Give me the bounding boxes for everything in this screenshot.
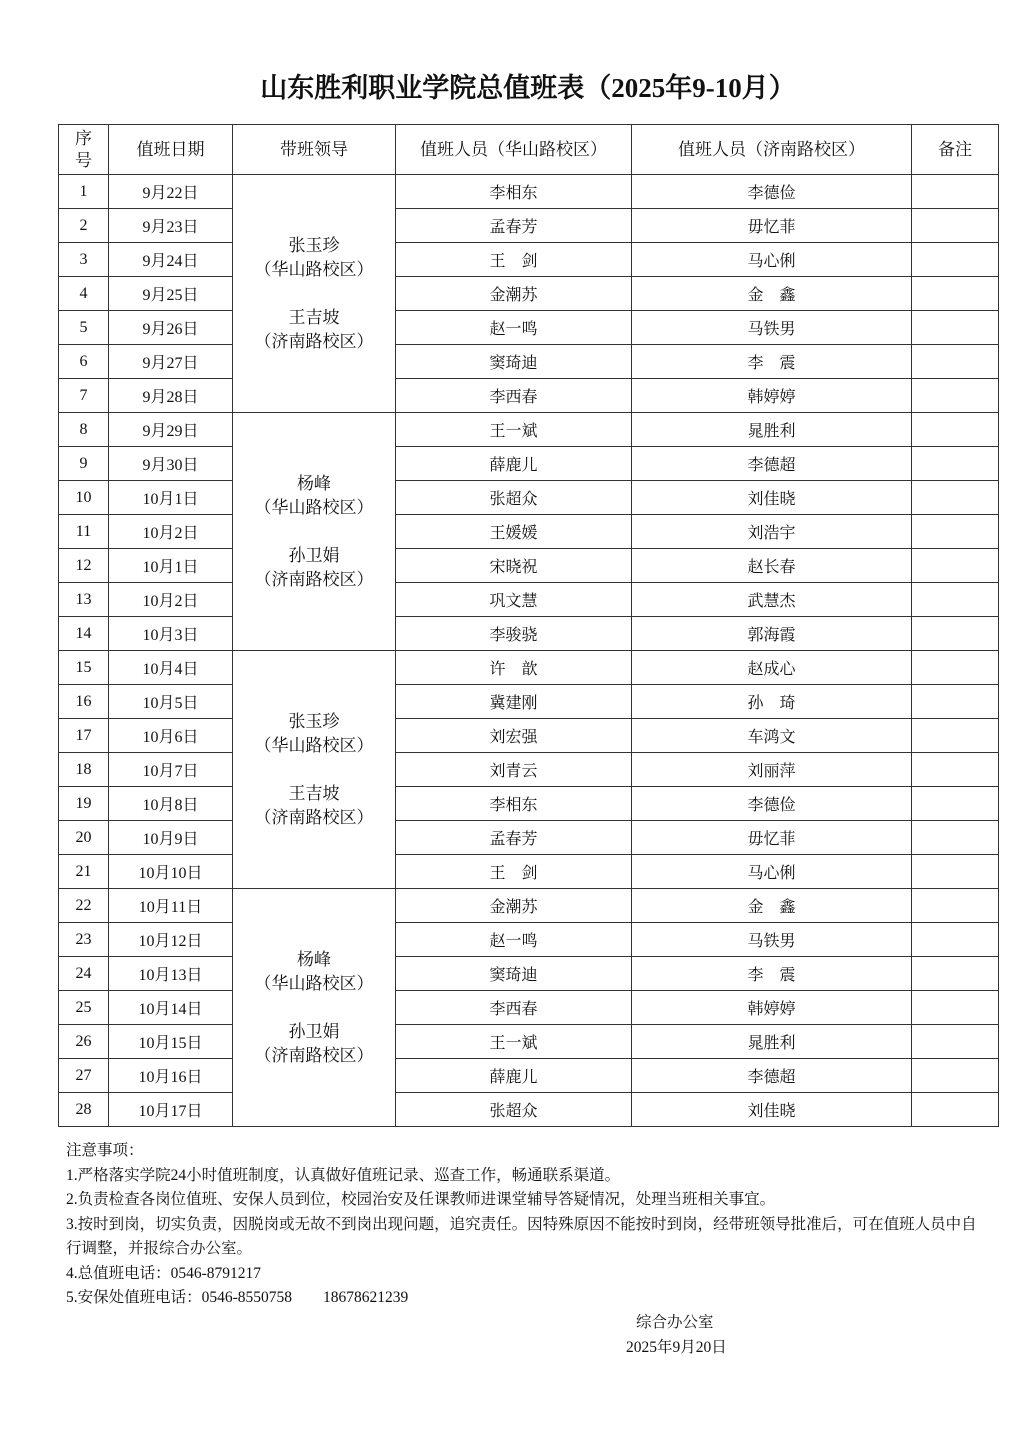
- cell-leader: [233, 651, 396, 889]
- table-row: [59, 821, 999, 855]
- cell-date: 10月8日: [109, 787, 233, 821]
- cell-date: 10月1日: [109, 549, 233, 583]
- cell-no: 10: [59, 481, 109, 515]
- spacer: [233, 520, 395, 544]
- table-row: [59, 855, 999, 889]
- leader-name: 孙卫娟: [288, 1021, 340, 1041]
- leader-campus: （华山路校区）: [254, 497, 374, 517]
- cell-date: 9月30日: [109, 447, 233, 481]
- cell-note: [912, 787, 999, 821]
- cell-jinan-staff: 李 震: [632, 957, 912, 991]
- leader-campus: （华山路校区）: [254, 259, 374, 279]
- cell-date: 10月2日: [109, 583, 233, 617]
- cell-date: 10月4日: [109, 651, 233, 685]
- cell-no: 27: [59, 1059, 109, 1093]
- table-row: [59, 345, 999, 379]
- table-row: [59, 1059, 999, 1093]
- table-row: [59, 889, 999, 923]
- cell-jinan-staff: 郭海霞: [632, 617, 912, 651]
- cell-note: [912, 481, 999, 515]
- cell-jinan-staff: 李德超: [632, 1059, 912, 1093]
- cell-note: [912, 345, 999, 379]
- cell-date: 10月5日: [109, 685, 233, 719]
- cell-huashan-staff: 刘宏强: [396, 719, 632, 753]
- cell-jinan-staff: 赵长春: [632, 549, 912, 583]
- cell-huashan-staff: 张超众: [396, 1093, 632, 1127]
- cell-no: 1: [59, 175, 109, 209]
- cell-jinan-staff: 李 震: [632, 345, 912, 379]
- cell-huashan-staff: 薛鹿儿: [396, 447, 632, 481]
- leader-name: 杨峰: [297, 949, 331, 969]
- cell-date: 9月22日: [109, 175, 233, 209]
- cell-jinan-staff: 马心俐: [632, 855, 912, 889]
- cell-jinan-staff: 刘浩宇: [632, 515, 912, 549]
- cell-jinan-staff: 金 鑫: [632, 889, 912, 923]
- cell-no: 24: [59, 957, 109, 991]
- table-row: [59, 413, 999, 447]
- cell-date: 10月13日: [109, 957, 233, 991]
- cell-huashan-staff: 冀建刚: [396, 685, 632, 719]
- cell-jinan-staff: 韩婷婷: [632, 991, 912, 1025]
- cell-jinan-staff: 孙 琦: [632, 685, 912, 719]
- header-no-label: 序 号: [75, 128, 92, 170]
- cell-huashan-staff: 金潮苏: [396, 889, 632, 923]
- cell-date: 10月7日: [109, 753, 233, 787]
- cell-date: 10月1日: [109, 481, 233, 515]
- cell-note: [912, 515, 999, 549]
- cell-date: 10月9日: [109, 821, 233, 855]
- cell-huashan-staff: 李西春: [396, 379, 632, 413]
- cell-huashan-staff: 窦琦迪: [396, 957, 632, 991]
- cell-date: 10月11日: [109, 889, 233, 923]
- header-huashan-staff: 值班人员（华山路校区）: [396, 125, 632, 175]
- header-note: 备注: [912, 125, 999, 175]
- cell-note: [912, 277, 999, 311]
- cell-note: [912, 243, 999, 277]
- table-row: [59, 787, 999, 821]
- cell-huashan-staff: 李相东: [396, 787, 632, 821]
- cell-huashan-staff: 薛鹿儿: [396, 1059, 632, 1093]
- leader-name: 张玉珍: [288, 711, 340, 731]
- cell-date: 10月12日: [109, 923, 233, 957]
- cell-date: 10月10日: [109, 855, 233, 889]
- cell-no: 22: [59, 889, 109, 923]
- spacer: [233, 282, 395, 306]
- cell-no: 15: [59, 651, 109, 685]
- cell-jinan-staff: 刘佳晓: [632, 481, 912, 515]
- table-row: [59, 277, 999, 311]
- cell-note: [912, 583, 999, 617]
- table-row: [59, 549, 999, 583]
- cell-no: 8: [59, 413, 109, 447]
- signature: [626, 1310, 727, 1360]
- cell-date: 9月26日: [109, 311, 233, 345]
- table-row: [59, 685, 999, 719]
- cell-date: 10月2日: [109, 515, 233, 549]
- cell-leader: [233, 175, 396, 413]
- cell-note: [912, 957, 999, 991]
- cell-date: 10月16日: [109, 1059, 233, 1093]
- leader-campus: （济南路校区）: [254, 569, 374, 589]
- cell-note: [912, 209, 999, 243]
- leader-name: 王吉坡: [288, 783, 340, 803]
- cell-no: 25: [59, 991, 109, 1025]
- leader-name: 王吉坡: [288, 307, 340, 327]
- cell-huashan-staff: 王 剑: [396, 855, 632, 889]
- table-row: [59, 617, 999, 651]
- cell-no: 20: [59, 821, 109, 855]
- cell-no: 9: [59, 447, 109, 481]
- cell-note: [912, 855, 999, 889]
- cell-huashan-staff: 李西春: [396, 991, 632, 1025]
- table-row: [59, 379, 999, 413]
- cell-no: 14: [59, 617, 109, 651]
- cell-no: 5: [59, 311, 109, 345]
- table-row: [59, 243, 999, 277]
- note-item: 4.总值班电话：0546-8791217: [66, 1264, 262, 1282]
- cell-date: 10月6日: [109, 719, 233, 753]
- cell-jinan-staff: 晁胜利: [632, 413, 912, 447]
- cell-huashan-staff: 孟春芳: [396, 821, 632, 855]
- cell-note: [912, 651, 999, 685]
- page-title: 山东胜利职业学院总值班表（2025年9-10月）: [260, 73, 796, 103]
- cell-no: 28: [59, 1093, 109, 1127]
- note-item: 5.安保处值班电话：0546-8550758 18678621239: [66, 1289, 409, 1306]
- notes-heading: 注意事项：: [66, 1142, 144, 1159]
- cell-jinan-staff: 李德超: [632, 447, 912, 481]
- table-header-row: [59, 125, 999, 175]
- cell-jinan-staff: 车鸿文: [632, 719, 912, 753]
- cell-note: [912, 175, 999, 209]
- cell-note: [912, 311, 999, 345]
- table-row: [59, 311, 999, 345]
- cell-huashan-staff: 李骏骁: [396, 617, 632, 651]
- table-row: [59, 1025, 999, 1059]
- cell-huashan-staff: 赵一鸣: [396, 311, 632, 345]
- table-row: [59, 515, 999, 549]
- cell-date: 9月24日: [109, 243, 233, 277]
- header-date: 值班日期: [109, 125, 233, 175]
- note-item: 3.按时到岗，切实负责，因脱岗或无故不到岗出现问题，追究责任。因特殊原因不能按时到岗，经带班领导批准后，可在值班人员中自行调整，并报综合办公室。: [66, 1215, 977, 1257]
- cell-no: 11: [59, 515, 109, 549]
- cell-leader: [233, 889, 396, 1127]
- cell-date: 9月27日: [109, 345, 233, 379]
- leader-campus: （济南路校区）: [254, 1045, 374, 1065]
- cell-no: 18: [59, 753, 109, 787]
- cell-huashan-staff: 窦琦迪: [396, 345, 632, 379]
- cell-date: 9月25日: [109, 277, 233, 311]
- cell-jinan-staff: 马心俐: [632, 243, 912, 277]
- cell-huashan-staff: 张超众: [396, 481, 632, 515]
- cell-jinan-staff: 晁胜利: [632, 1025, 912, 1059]
- table-row: [59, 651, 999, 685]
- cell-no: 19: [59, 787, 109, 821]
- cell-note: [912, 1059, 999, 1093]
- cell-jinan-staff: 李德俭: [632, 787, 912, 821]
- leader-campus: （华山路校区）: [254, 735, 374, 755]
- cell-date: 9月28日: [109, 379, 233, 413]
- leader-name: 孙卫娟: [288, 545, 340, 565]
- cell-date: 9月29日: [109, 413, 233, 447]
- cell-huashan-staff: 孟春芳: [396, 209, 632, 243]
- cell-no: 7: [59, 379, 109, 413]
- table-row: [59, 583, 999, 617]
- cell-jinan-staff: 毋忆菲: [632, 821, 912, 855]
- cell-date: 10月17日: [109, 1093, 233, 1127]
- cell-note: [912, 617, 999, 651]
- cell-note: [912, 447, 999, 481]
- cell-no: 26: [59, 1025, 109, 1059]
- table-row: [59, 923, 999, 957]
- cell-huashan-staff: 金潮苏: [396, 277, 632, 311]
- cell-date: 10月14日: [109, 991, 233, 1025]
- signature-date: 2025年9月20日: [626, 1339, 727, 1356]
- notes-section: [66, 1139, 986, 1311]
- table-row: [59, 1093, 999, 1127]
- cell-date: 10月3日: [109, 617, 233, 651]
- leader-campus: （华山路校区）: [254, 973, 374, 993]
- cell-note: [912, 719, 999, 753]
- header-no: [59, 125, 109, 175]
- cell-no: 13: [59, 583, 109, 617]
- table-row: [59, 991, 999, 1025]
- cell-no: 4: [59, 277, 109, 311]
- table-row: [59, 175, 999, 209]
- cell-huashan-staff: 王 剑: [396, 243, 632, 277]
- cell-no: 6: [59, 345, 109, 379]
- note-item: 1.严格落实学院24小时值班制度，认真做好值班记录、巡查工作，畅通联系渠道。: [66, 1166, 621, 1184]
- table-row: [59, 719, 999, 753]
- cell-date: 10月15日: [109, 1025, 233, 1059]
- table-row: [59, 753, 999, 787]
- cell-huashan-staff: 宋晓祝: [396, 549, 632, 583]
- spacer: [233, 996, 395, 1020]
- duty-schedule-table: [58, 124, 999, 1127]
- cell-huashan-staff: 王媛媛: [396, 515, 632, 549]
- cell-no: 21: [59, 855, 109, 889]
- leader-campus: （济南路校区）: [254, 331, 374, 351]
- cell-jinan-staff: 金 鑫: [632, 277, 912, 311]
- cell-jinan-staff: 赵成心: [632, 651, 912, 685]
- cell-no: 23: [59, 923, 109, 957]
- cell-note: [912, 549, 999, 583]
- leader-campus: （济南路校区）: [254, 807, 374, 827]
- cell-note: [912, 413, 999, 447]
- cell-no: 2: [59, 209, 109, 243]
- cell-huashan-staff: 赵一鸣: [396, 923, 632, 957]
- cell-note: [912, 923, 999, 957]
- cell-jinan-staff: 马铁男: [632, 311, 912, 345]
- cell-jinan-staff: 李德俭: [632, 175, 912, 209]
- cell-note: [912, 889, 999, 923]
- cell-huashan-staff: 刘青云: [396, 753, 632, 787]
- cell-huashan-staff: 李相东: [396, 175, 632, 209]
- cell-jinan-staff: 马铁男: [632, 923, 912, 957]
- table-row: [59, 957, 999, 991]
- signature-office: 综合办公室: [636, 1314, 714, 1331]
- cell-note: [912, 991, 999, 1025]
- cell-no: 16: [59, 685, 109, 719]
- cell-leader: [233, 413, 396, 651]
- header-leader: 带班领导: [233, 125, 396, 175]
- table-row: [59, 481, 999, 515]
- table-row: [59, 209, 999, 243]
- cell-note: [912, 753, 999, 787]
- leader-name: 杨峰: [297, 473, 331, 493]
- cell-huashan-staff: 王一斌: [396, 1025, 632, 1059]
- header-jinan-staff: 值班人员（济南路校区）: [632, 125, 912, 175]
- cell-jinan-staff: 刘丽萍: [632, 753, 912, 787]
- cell-date: 9月23日: [109, 209, 233, 243]
- cell-no: 12: [59, 549, 109, 583]
- leader-name: 张玉珍: [288, 235, 340, 255]
- cell-note: [912, 685, 999, 719]
- cell-jinan-staff: 武慧杰: [632, 583, 912, 617]
- cell-no: 3: [59, 243, 109, 277]
- cell-huashan-staff: 许 歆: [396, 651, 632, 685]
- cell-huashan-staff: 巩文慧: [396, 583, 632, 617]
- cell-note: [912, 821, 999, 855]
- cell-note: [912, 379, 999, 413]
- cell-note: [912, 1093, 999, 1127]
- table-row: [59, 447, 999, 481]
- cell-jinan-staff: 刘佳晓: [632, 1093, 912, 1127]
- spacer: [233, 758, 395, 782]
- cell-jinan-staff: 韩婷婷: [632, 379, 912, 413]
- cell-no: 17: [59, 719, 109, 753]
- cell-huashan-staff: 王一斌: [396, 413, 632, 447]
- cell-note: [912, 1025, 999, 1059]
- note-item: 2.负责检查各岗位值班、安保人员到位，校园治安及任课教师进课堂辅导答疑情况，处理当班相关事宜。: [66, 1191, 776, 1208]
- cell-jinan-staff: 毋忆菲: [632, 209, 912, 243]
